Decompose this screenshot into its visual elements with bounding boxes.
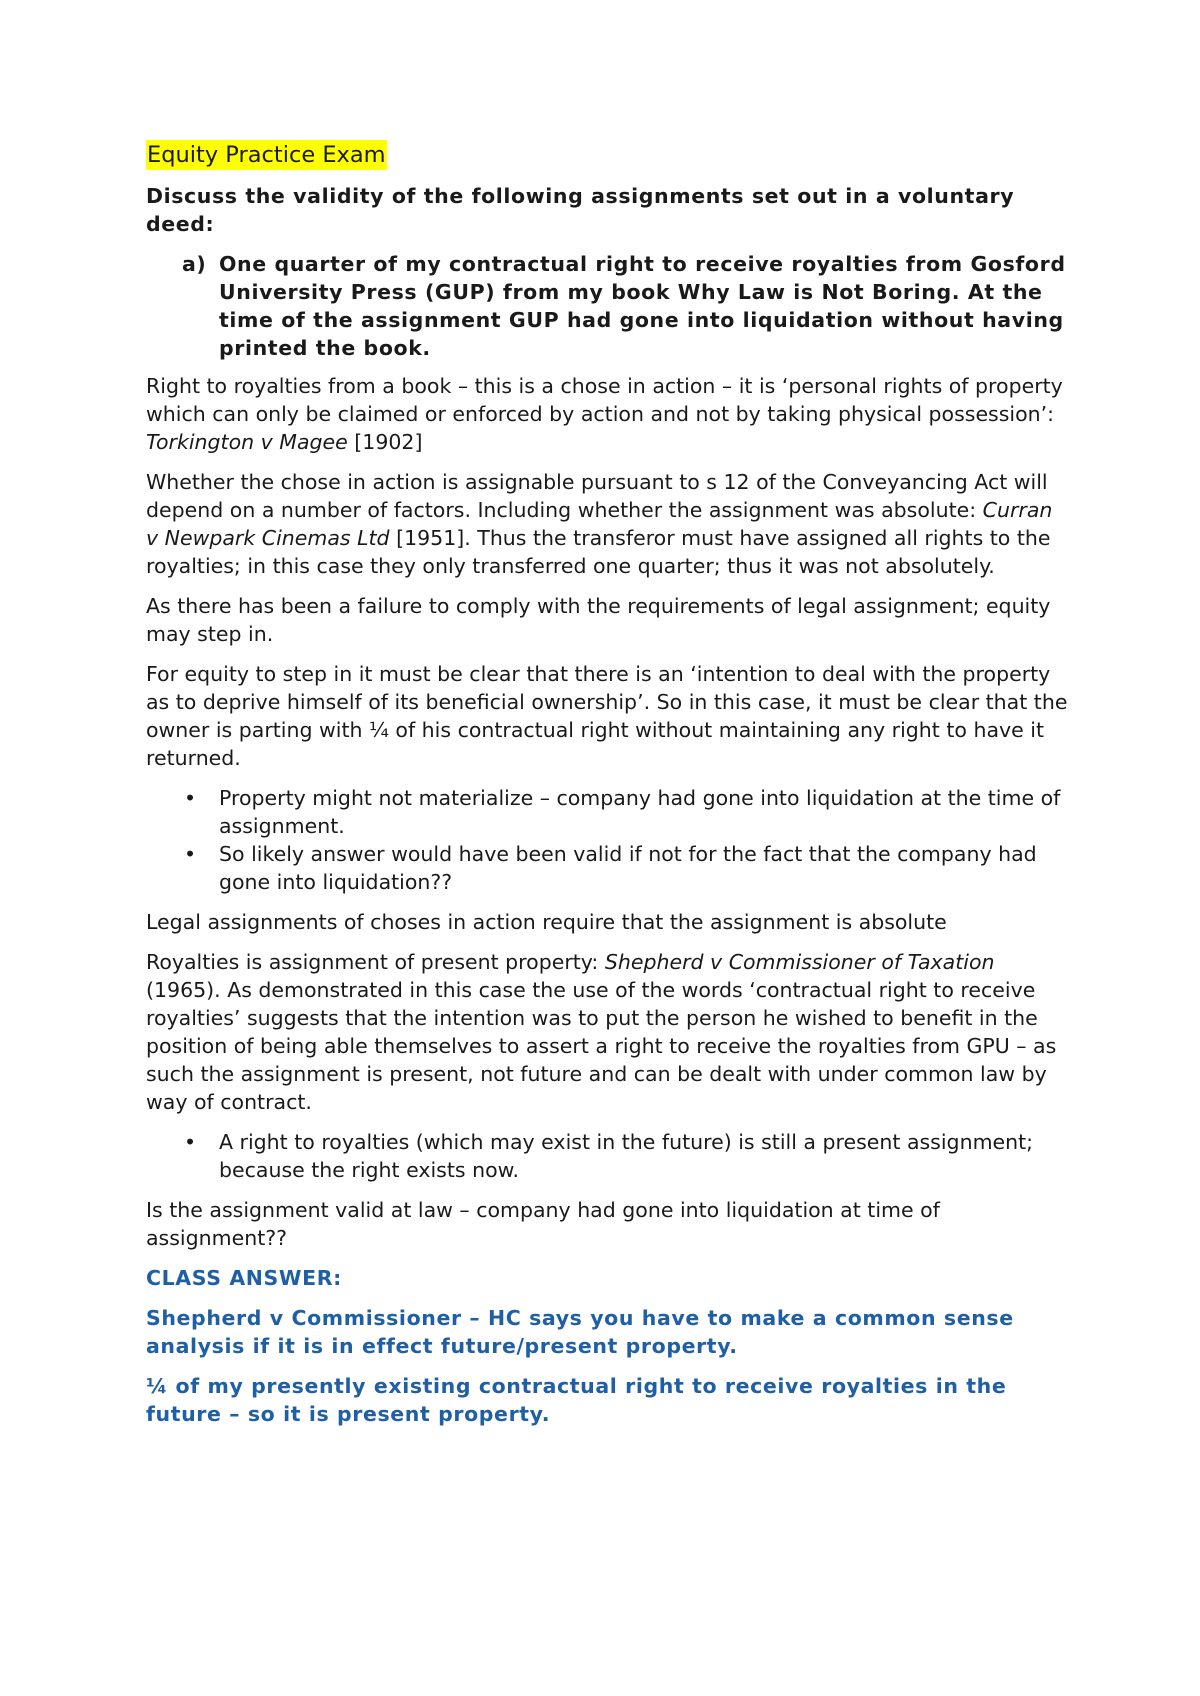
paragraph-text: Royalties is assignment of present property:: [146, 950, 605, 974]
paragraph-legal-assignments: Legal assignments of choses in action require that the assignment is absolute: [146, 910, 947, 934]
sub-question-marker: a): [182, 252, 207, 276]
paragraph-valid-at-law: Is the assignment valid at law – company had gone into liquidation at time of assignment??: [146, 1198, 940, 1250]
bullet-item: [146, 840, 1071, 896]
bullet-list-2: [146, 1128, 1071, 1184]
paragraph-equity-step-in: As there has been a failure to comply with the requirements of legal assignment; equity may step in.: [146, 594, 1051, 646]
class-answer-paragraph-1: Shepherd v Commissioner – HC says you have to make a common sense analysis if it is in effect future/present property.: [146, 1306, 1014, 1358]
paragraph-text: Whether the chose in action is assignable pursuant to s 12 of the Conveyancing Act will depend on a number of factors. Including whether the assignment was absolute:: [146, 470, 1048, 522]
class-answer-paragraph-2: ¼ of my presently existing contractual right to receive royalties in the future – so it is present property.: [146, 1374, 1007, 1426]
bullet-item: [146, 1128, 1071, 1184]
paragraph-text: (1965). As demonstrated in this case the use of the words ‘contractual right to receive royalties’ suggests that the intention was to put the person he wished to benefit in the position of being able themselves to assert a right to receive the royalties from GPU – as such the assignment is present, not future and can be dealt with under common law by way of contract.: [146, 978, 1057, 1114]
document-page: [146, 140, 1071, 1440]
paragraph-text: [1951]. Thus the transferor must have assigned all rights to the royalties; in this case they only transferred one quarter; thus it was not absolutely.: [146, 526, 1051, 578]
sub-question-text: One quarter of my contractual right to receive royalties from Gosford University Press (GUP) from my book Why Law is Not Boring. At the time of the assignment GUP had gone into liquidation without having printed the book.: [219, 252, 1066, 360]
bullet-text: Property might not materialize – company had gone into liquidation at the time of assignment.: [219, 786, 1061, 838]
bullet-item: [146, 784, 1071, 840]
paragraph-chose-in-action: [146, 372, 1071, 456]
paragraph-present-property: [146, 948, 1071, 1116]
bullet-list-1: [146, 784, 1071, 896]
bullet-icon: •: [184, 1130, 197, 1154]
paragraph-intention: For equity to step in it must be clear that there is an ‘intention to deal with the property as to deprive himself of its beneficial ownership’. So in this case, it must be clear that the owner is parting with ¼ of his contractual right without maintaining any right to have it returned.: [146, 662, 1068, 770]
case-citation: Curran v Newpark Cinemas Ltd: [146, 498, 1053, 550]
bullet-text: A right to royalties (which may exist in the future) is still a present assignment; because the right exists now.: [219, 1130, 1034, 1182]
sub-question-a: [146, 250, 1071, 362]
bullet-icon: •: [184, 842, 197, 866]
paragraph-text: [1902]: [347, 430, 423, 454]
paragraph-text: Right to royalties from a book – this is a chose in action – it is ‘personal rights of property which can only be claimed or enforced by action and not by taking physical possession’:: [146, 374, 1063, 426]
document-title: Equity Practice Exam: [147, 142, 386, 168]
bullet-text: So likely answer would have been valid if not for the fact that the company had gone into liquidation??: [219, 842, 1037, 894]
sub-question-list: [146, 250, 1071, 362]
question-prompt: Discuss the validity of the following assignments set out in a voluntary deed:: [146, 184, 1015, 236]
class-answer-heading: CLASS ANSWER:: [146, 1266, 342, 1290]
bullet-icon: •: [184, 786, 197, 810]
case-citation: Shepherd v Commissioner of Taxation: [604, 950, 995, 974]
case-citation: Torkington v Magee: [146, 430, 348, 454]
paragraph-assignability: [146, 468, 1071, 580]
